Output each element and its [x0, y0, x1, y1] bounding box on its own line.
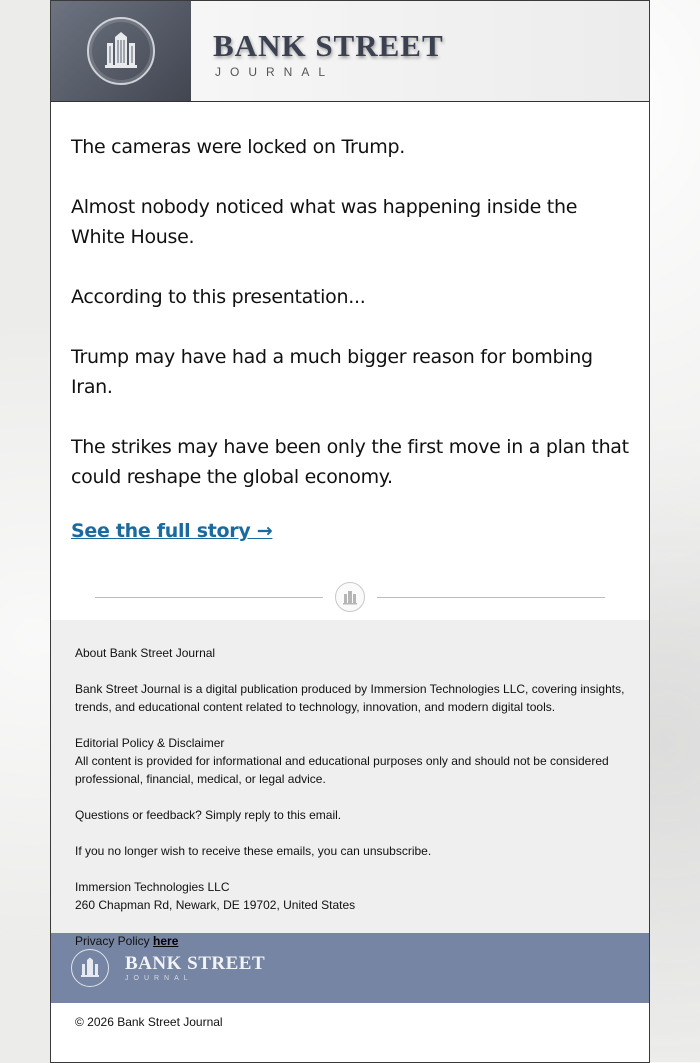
email-header — [51, 1, 649, 102]
footer-brand — [125, 954, 265, 982]
about-text: Bank Street Journal is a digital publication produced by Immersion Technologies LLC, covering insights, trends, and educational content related to technology, innovation, and modern digital tools. — [75, 682, 625, 714]
paragraph: Trump may have had a much bigger reason for bombing Iran. — [71, 346, 593, 398]
policy-block — [75, 734, 625, 788]
section-divider — [95, 582, 605, 612]
brand-subtitle: JOURNAL — [215, 64, 335, 79]
header-title-panel — [191, 1, 649, 101]
paragraph: According to this presentation... — [71, 286, 366, 308]
building-icon — [335, 582, 365, 612]
footer-info — [51, 620, 649, 948]
company-name: Immersion Technologies LLC — [75, 880, 230, 894]
divider-line — [95, 597, 323, 598]
policy-title: Editorial Policy & Disclaimer — [75, 736, 225, 750]
brand-name: BANK STREET — [213, 27, 444, 63]
divider-line — [377, 597, 605, 598]
paragraph: The cameras were locked on Trump. — [71, 136, 405, 158]
footer-brand-name: BANK STREET — [125, 953, 266, 974]
paragraph: Almost nobody noticed what was happening inside the White House. — [71, 196, 578, 248]
unsubscribe-text[interactable]: If you no longer wish to receive these emails, you can unsubscribe. — [75, 844, 432, 858]
questions-text: Questions or feedback? Simply reply to this email. — [75, 808, 342, 822]
full-story-link[interactable]: See the full story → — [71, 520, 273, 542]
email-body — [51, 102, 649, 612]
footer-brand-sub: JOURNAL — [125, 975, 193, 982]
copyright: © 2026 Bank Street Journal — [51, 1003, 649, 1041]
about-title: About Bank Street Journal — [75, 646, 216, 660]
building-columns-icon — [71, 949, 109, 987]
privacy-label: Privacy Policy — [75, 934, 154, 948]
email-container — [50, 0, 650, 1063]
header-logo-panel — [51, 1, 191, 101]
building-columns-icon — [87, 17, 155, 85]
company-address — [75, 878, 625, 914]
paragraph: The strikes may have been only the first move in a plan that could reshape the global economy. — [71, 436, 629, 488]
address-text: 260 Chapman Rd, Newark, DE 19702, United States — [75, 898, 356, 912]
privacy-policy-link[interactable]: here — [153, 934, 179, 948]
policy-text: All content is provided for informational and educational purposes only and should not be considered professional, financial, medical, or legal advice. — [75, 754, 609, 786]
